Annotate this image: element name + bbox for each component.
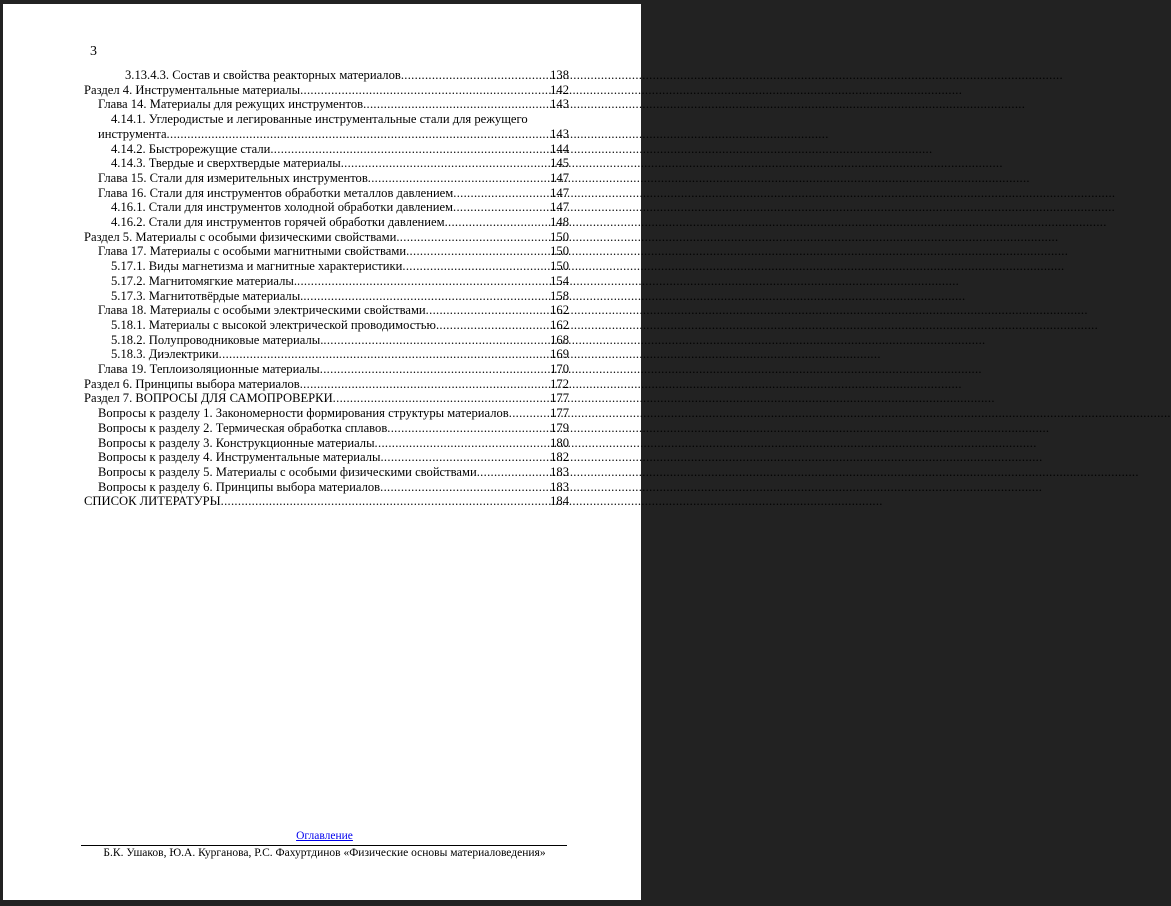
toc-entry[interactable] xyxy=(84,127,569,142)
toc-entry-title: Вопросы к разделу 3. Конструкционные материалы xyxy=(98,435,375,450)
toc-entry-page: 184 xyxy=(550,494,569,509)
dot-leader xyxy=(300,377,548,392)
toc-link[interactable]: Оглавление xyxy=(296,830,353,842)
dot-leader xyxy=(436,318,548,333)
toc-entry-title: Вопросы к разделу 1. Закономерности формирования структуры материалов xyxy=(98,406,509,421)
dot-leader xyxy=(453,186,548,201)
toc-entry-title: Глава 17. Материалы с особыми магнитными свойствами xyxy=(98,244,407,259)
toc-entry-page: 148 xyxy=(550,215,569,230)
toc-entry-page: 177 xyxy=(550,406,569,421)
toc-entry[interactable] xyxy=(84,156,569,171)
document-page xyxy=(3,4,641,900)
toc-entry[interactable] xyxy=(84,318,569,333)
toc-entry[interactable] xyxy=(84,244,569,259)
toc-entry-page: 143 xyxy=(550,97,569,112)
toc-entry-page: 162 xyxy=(550,317,569,332)
page-number: 3 xyxy=(90,44,97,59)
dot-leader xyxy=(396,230,548,245)
toc-entry-title: 5.18.2. Полупроводниковые материалы. xyxy=(111,332,324,347)
toc-entry-page: 145 xyxy=(550,156,569,171)
toc-entry[interactable] xyxy=(84,465,569,480)
toc-entry-title: 5.17.3. Магнитотвёрдые материалы. xyxy=(111,288,304,303)
toc-entry-page: 162 xyxy=(550,303,569,318)
toc-entry[interactable] xyxy=(84,274,569,289)
dot-leader xyxy=(477,465,548,480)
toc-entry-title: Вопросы к разделу 5. Материалы с особыми физическими свойствами xyxy=(98,464,477,479)
toc-entry[interactable] xyxy=(84,142,569,157)
dot-leader xyxy=(320,362,548,377)
toc-entry[interactable] xyxy=(84,68,569,83)
toc-entry-title: 3.13.4.3. Состав и свойства реакторных материалов xyxy=(125,68,401,82)
toc-entry-title: Вопросы к разделу 6. Принципы выбора материалов xyxy=(98,479,381,494)
toc-entry[interactable] xyxy=(84,171,569,186)
toc-entry-page: 177 xyxy=(550,391,569,406)
toc-entry-title: 4.14.2. Быстрорежущие стали xyxy=(111,141,271,156)
toc-entry-page: 179 xyxy=(550,420,569,435)
toc-entry-page: 147 xyxy=(550,200,569,215)
toc-entry[interactable] xyxy=(84,406,569,421)
toc-entry-title: 5.17.2. Магнитомягкие материалы. xyxy=(111,273,298,288)
toc-entry-title: Вопросы к разделу 4. Инструментальные материалы xyxy=(98,450,381,465)
toc-entry-page: 170 xyxy=(550,362,569,377)
toc-entry-title: Глава 19. Теплоизоляционные материалы xyxy=(98,362,320,377)
toc-entry-page: 144 xyxy=(550,141,569,156)
toc-entry-title: 5.18.1. Материалы с высокой электрической проводимостью xyxy=(111,317,436,332)
toc-entry[interactable] xyxy=(84,450,569,465)
dot-leader xyxy=(453,200,548,215)
dot-leader xyxy=(426,303,548,318)
toc-entry-page: 150 xyxy=(550,244,569,259)
dot-leader xyxy=(445,215,549,230)
toc-entry-page: 138 xyxy=(550,68,569,82)
toc-entry-title: Глава 15. Стали для измерительных инструментов xyxy=(98,170,368,185)
toc-entry[interactable] xyxy=(84,391,569,406)
dot-leader xyxy=(303,289,548,304)
toc-entry[interactable] xyxy=(84,259,569,274)
toc-entry-page: 182 xyxy=(550,450,569,465)
toc-entry-page: 147 xyxy=(550,170,569,185)
toc-entry-page: 168 xyxy=(550,332,569,347)
dot-leader xyxy=(509,406,548,421)
toc-entry-title: 4.14.3. Твердые и сверхтвердые материалы xyxy=(111,156,341,171)
dot-leader xyxy=(333,391,548,406)
toc-entry-page: 150 xyxy=(550,229,569,244)
toc-entry[interactable] xyxy=(84,421,569,436)
toc-entry-page: 147 xyxy=(550,185,569,200)
toc-entry-title: Раздел 5. Материалы с особыми физическими свойствами xyxy=(84,229,397,244)
toc-entry[interactable] xyxy=(84,303,569,318)
dot-leader xyxy=(221,494,548,509)
toc-entry-title: инструмента xyxy=(98,126,167,141)
dot-leader xyxy=(380,450,548,465)
toc-entry[interactable] xyxy=(84,230,569,245)
toc-entry[interactable] xyxy=(84,215,569,230)
toc-entry-title: Раздел 7. ВОПРОСЫ ДЛЯ САМОПРОВЕРКИ xyxy=(84,391,333,406)
toc-entry-page: 143 xyxy=(550,126,569,141)
toc-entry-title: 4.16.1. Стали для инструментов холодной обработки давлением xyxy=(111,200,454,215)
dot-leader xyxy=(375,436,549,451)
toc-entry-page: 142 xyxy=(550,82,569,97)
toc-entry[interactable] xyxy=(84,186,569,201)
dot-leader xyxy=(167,127,549,142)
footer-credit: Б.К. Ушаков, Ю.А. Курганова, Р.С. Фахуртдинов «Физические основы материаловедения» xyxy=(103,847,546,859)
dot-leader xyxy=(363,97,548,112)
toc-entry[interactable] xyxy=(84,436,569,451)
dot-leader xyxy=(401,68,548,83)
toc-entry-title: Раздел 6. Принципы выбора материалов xyxy=(84,376,300,391)
dot-leader xyxy=(368,171,548,186)
toc-entry-page: 180 xyxy=(550,435,569,450)
toc-entry[interactable] xyxy=(84,289,569,304)
toc-entry[interactable] xyxy=(84,362,569,377)
toc-entry-title: Глава 14. Материалы для режущих инструментов xyxy=(98,97,364,112)
dot-leader xyxy=(300,83,548,98)
footer-divider xyxy=(81,845,567,846)
dot-leader xyxy=(402,259,548,274)
toc-entry[interactable] xyxy=(84,83,569,98)
toc-entry-page: 169 xyxy=(550,347,569,362)
dot-leader xyxy=(406,244,548,259)
dot-leader xyxy=(341,156,548,171)
toc-entry-page: 150 xyxy=(550,259,569,274)
footer-link-container xyxy=(0,830,649,842)
toc-entry-page: 158 xyxy=(550,288,569,303)
toc-entry-title: 5.17.1. Виды магнетизма и магнитные характеристики xyxy=(111,259,403,274)
table-of-contents xyxy=(84,68,569,509)
toc-entry[interactable] xyxy=(84,200,569,215)
toc-entry[interactable] xyxy=(84,333,569,348)
toc-entry-title-line[interactable]: 4.14.1. Углеродистые и легированные инструментальные стали для режущего xyxy=(111,112,528,127)
toc-entry[interactable] xyxy=(84,480,569,495)
toc-entry[interactable] xyxy=(84,97,569,112)
toc-entry-page: 154 xyxy=(550,273,569,288)
toc-entry-title: Раздел 4. Инструментальные материалы xyxy=(84,82,301,97)
toc-entry-title: Вопросы к разделу 2. Термическая обработка сплавов xyxy=(98,420,388,435)
dot-leader xyxy=(380,480,548,495)
toc-entry-page: 183 xyxy=(550,479,569,494)
dot-leader xyxy=(323,333,548,348)
dot-leader xyxy=(387,421,548,436)
toc-entry-title: 4.16.2. Стали для инструментов горячей обработки давлением xyxy=(111,215,445,230)
toc-entry[interactable] xyxy=(84,347,569,362)
dot-leader xyxy=(297,274,548,289)
toc-entry-title: Глава 18. Материалы с особыми электрическими свойствами xyxy=(98,303,426,318)
toc-entry-title: Глава 16. Стали для инструментов обработки металлов давлением xyxy=(98,185,454,200)
dot-leader xyxy=(219,347,548,362)
toc-entry-page: 172 xyxy=(550,376,569,391)
toc-entry-page: 183 xyxy=(550,464,569,479)
toc-entry[interactable] xyxy=(84,494,569,509)
dot-leader xyxy=(270,142,548,157)
toc-entry-title: 5.18.3. Диэлектрики xyxy=(111,347,219,362)
toc-entry[interactable] xyxy=(84,377,569,392)
toc-entry-title: СПИСОК ЛИТЕРАТУРЫ xyxy=(84,494,221,509)
